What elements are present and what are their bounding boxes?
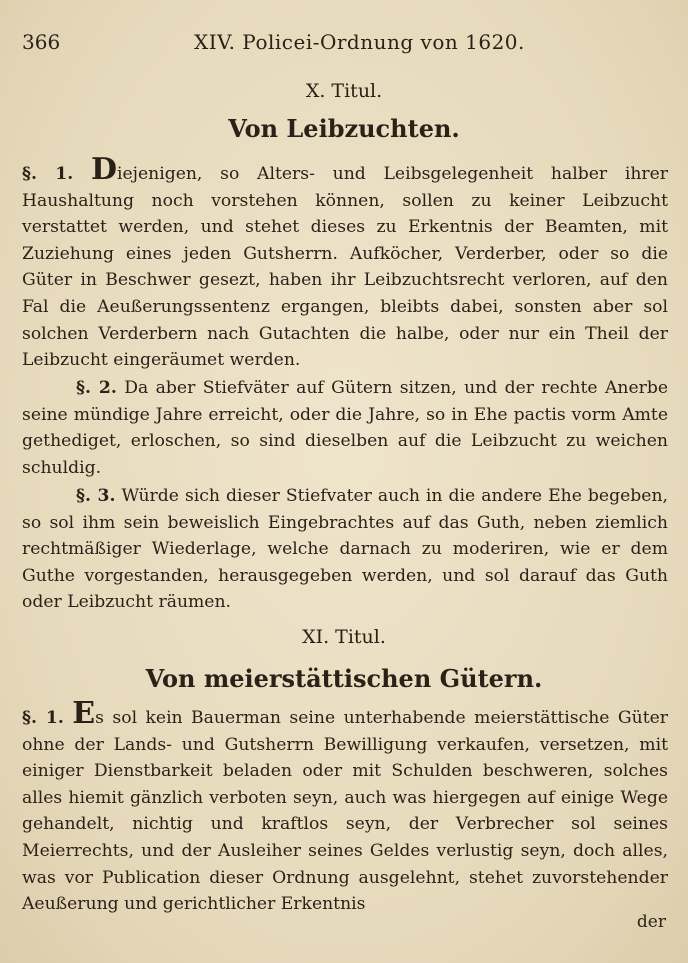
running-head: XIV. Policei-Ordnung von 1620. [194, 30, 525, 54]
catchword: der [636, 912, 666, 932]
section-mark: §. 1. [22, 164, 74, 184]
section-mark: §. 1. [22, 708, 64, 728]
drop-cap: E [72, 696, 96, 731]
paragraph-text: Da aber Stiefväter auf Gütern sitzen, und der rechte Anerbe seine mündige Jahre erreicht, oder die Jahre, so in Ehe pactis vorm Amte gethediget, erloschen, so sind dieselben auf die Leibzucht zu weichen schuldig. [22, 378, 669, 478]
paragraph-x-1 [22, 152, 669, 374]
title-x-heading: Von Leibzuchten. [228, 114, 460, 143]
section-mark: §. 2. [76, 378, 117, 398]
paragraph-text: s sol kein Bauerman seine unterhabende meierstättische Güter ohne der Lands- und Gutsherrn Bewilligung verkaufen, versetzen, mit einiger Dienstbarkeit beladen oder mit Schulden beschweren, solches alles hiemit gänzlich verboten seyn, auch was hiergegen auf einige Wege gehandelt, nichtig und kraftlos seyn, der Verbrecher sol seines Meierrechts, und der Ausleiher seines Geldes verlustig seyn, doch alles, was vor Publication dieser Ordnung ausgelehnt, stehet zuvorstehender Aeußerung und gerichtlicher Erkentnis [22, 708, 668, 915]
title-xi-label: XI. Titul. [302, 626, 386, 648]
drop-cap: D [90, 152, 117, 187]
paragraph-xi-1 [22, 696, 668, 918]
paragraph-x-3 [22, 483, 668, 616]
page-number: 366 [22, 30, 61, 54]
paragraph-text: iejenigen, so Alters- und Leibsgelegenheit halber ihrer Haushaltung noch vorstehen können, sollen zu keiner Leibzucht verstattet werden, und stehet dieses zu Erkentnis der Beamten, mit Zuziehung eines jeden Gutsherrn. Aufköcher, Verderber, oder so die Güter in Beschwer gesezt, haben ihr Leibzuchtsrecht verloren, auf den Fal die Aeußerungssentenz ergangen, bleibts dabei, sonsten aber sol solchen Verderbern nach Gutachten die halbe, oder nur ein Theil der Leibzucht eingeräumet werden. [22, 164, 669, 371]
title-xi-heading: Von meierstättischen Gütern. [145, 664, 543, 693]
paragraph-text: Würde sich dieser Stiefvater auch in die andere Ehe begeben, so sol ihm sein beweislich Eingebrachtes auf das Guth, neben ziemlich rechtmäßiger Wiederlage, welche darnach zu moderiren, wie er dem Guthe vorgestanden, herausgegeben werden, und sol darauf das Guth oder Leibzucht räumen. [22, 486, 668, 613]
page-header [22, 30, 664, 60]
section-mark: §. 3. [76, 486, 116, 506]
paragraph-x-2 [22, 375, 668, 481]
title-x-label: X. Titul. [305, 80, 383, 102]
